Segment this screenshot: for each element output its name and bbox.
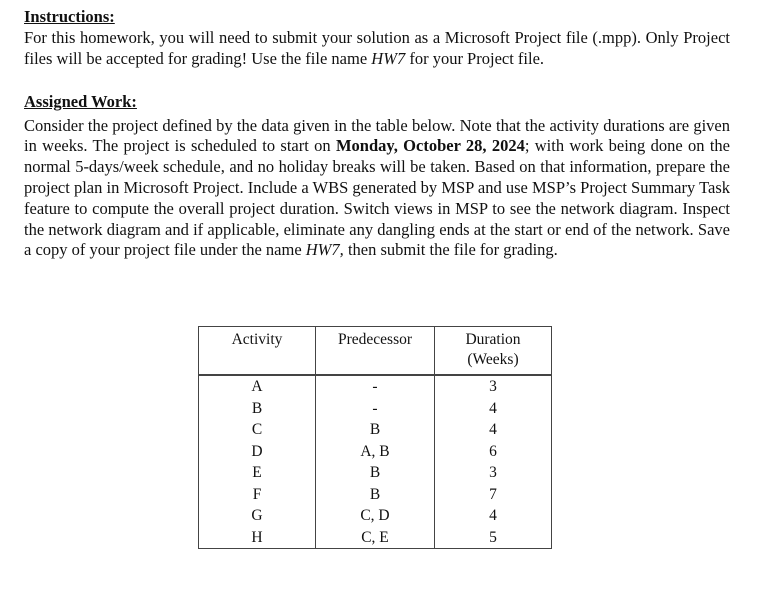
assigned-work-heading: Assigned Work: [24, 91, 137, 111]
cell-predecessor: - [316, 398, 435, 420]
table-row [199, 484, 552, 506]
cell-duration: 4 [435, 505, 552, 527]
instructions-text-end: for your Project file. [405, 48, 545, 68]
cell-predecessor: B [316, 419, 435, 441]
cell-duration: 5 [435, 527, 552, 549]
instructions-paragraph [24, 28, 730, 70]
cell-predecessor: - [316, 375, 435, 398]
assigned-text-1: Consider the project defined by the data given in the table below. Note that the activity durations are given in weeks. The project is scheduled to start on [24, 115, 730, 156]
cell-predecessor: C, E [316, 527, 435, 549]
cell-predecessor: C, D [316, 505, 435, 527]
cell-activity: C [199, 419, 316, 441]
assigned-text-2: ; with work being done on the normal 5-days/week schedule, and no holiday breaks will be taken. Based on that information, prepare the project plan in Microsoft Project. Include a WBS generated by MSP and use MSP’s Project Summary Task feature to compute the overall project duration. Switch views in MSP to see the network diagram. Inspect the network diagram and if applicable, eliminate any dangling ends at the start or end of the network. Save a copy of your project file under the name [24, 136, 730, 260]
header-predecessor: Predecessor [316, 327, 435, 376]
cell-predecessor: B [316, 484, 435, 506]
activity-table [198, 326, 552, 549]
cell-activity: F [199, 484, 316, 506]
cell-duration: 3 [435, 462, 552, 484]
table-row [199, 462, 552, 484]
cell-activity: E [199, 462, 316, 484]
cell-duration: 6 [435, 441, 552, 463]
start-date: Monday, October 28, 2024 [335, 136, 525, 156]
document-page [24, 6, 730, 261]
header-duration-line1: Duration [465, 331, 521, 348]
table-row [199, 419, 552, 441]
table-row [199, 527, 552, 549]
cell-activity: D [199, 441, 316, 463]
table-row [199, 505, 552, 527]
table-row [199, 441, 552, 463]
instructions-filename: HW7 [371, 48, 406, 68]
cell-duration: 7 [435, 484, 552, 506]
table-row [199, 398, 552, 420]
cell-predecessor: B [316, 462, 435, 484]
cell-activity: A [199, 375, 316, 398]
instructions-heading: Instructions: [24, 7, 115, 26]
assigned-work-paragraph [24, 116, 730, 262]
cell-duration: 4 [435, 398, 552, 420]
assigned-text-3: then submit the file for grading. [343, 240, 558, 260]
header-duration-line2: (Weeks) [467, 351, 519, 368]
header-duration [435, 327, 552, 376]
cell-activity: H [199, 527, 316, 549]
instructions-text: For this homework, you will need to submit your solution as a Microsoft Project file (.mpp). Only Project files will be accepted for grading! Use the file name [24, 28, 730, 68]
cell-predecessor: A, B [316, 441, 435, 463]
cell-duration: 3 [435, 375, 552, 398]
cell-duration: 4 [435, 419, 552, 441]
header-activity: Activity [199, 327, 316, 376]
assigned-filename: HW7, [305, 240, 344, 260]
table-row [199, 375, 552, 398]
table-header-row [199, 327, 552, 376]
cell-activity: B [199, 398, 316, 420]
cell-activity: G [199, 505, 316, 527]
